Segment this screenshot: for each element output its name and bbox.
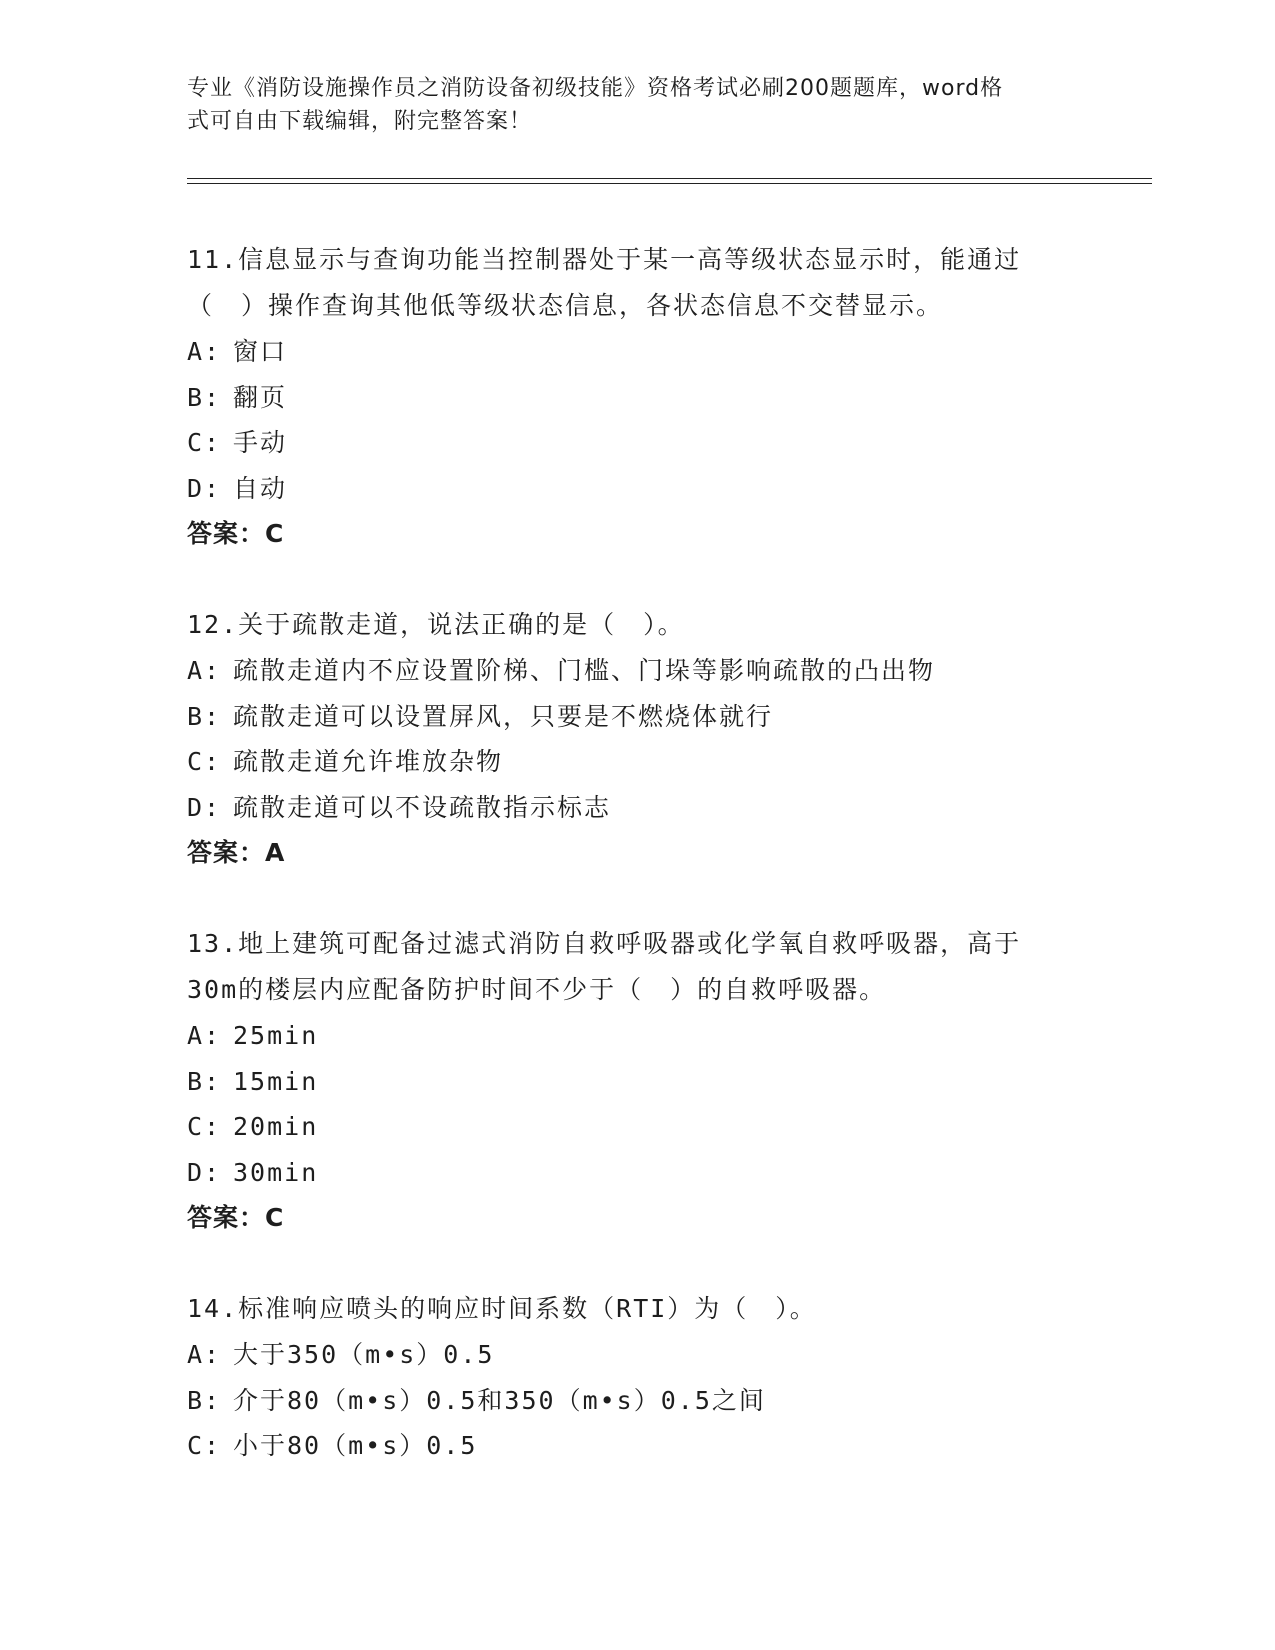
option-letter: D: <box>187 1157 222 1187</box>
option-text: 30min <box>233 1157 319 1187</box>
question-13 <box>187 921 1087 1241</box>
option-text: 20min <box>233 1112 319 1141</box>
option-text: 手动 <box>233 428 288 457</box>
header-line-2: 式可自由下载编辑，附完整答案！ <box>187 109 533 134</box>
option-letter: C: <box>187 1112 222 1141</box>
question-14 <box>187 1286 1087 1469</box>
option-b <box>187 1378 1087 1424</box>
option-text: 翻页 <box>233 382 288 412</box>
option-text: 大于350（m•s）0.5 <box>233 1340 495 1369</box>
question-stem-line-1: 13.地上建筑可配备过滤式消防自救呼吸器或化学氧自救呼吸器，高于 <box>187 929 1022 958</box>
option-letter: A: <box>187 1340 222 1369</box>
option-text: 自动 <box>233 473 288 503</box>
option-c <box>187 739 1087 785</box>
option-a <box>187 648 1087 694</box>
option-letter: A: <box>187 656 222 685</box>
question-list <box>187 237 1087 1469</box>
answer-line: 答案：C <box>187 519 285 548</box>
option-b <box>187 375 1087 421</box>
option-text: 窗口 <box>233 337 288 366</box>
option-a <box>187 329 1087 375</box>
question-spacer <box>187 1241 1087 1286</box>
header-line-1: 专业《消防设施操作员之消防设备初级技能》资格考试必刷200题题库，word格 <box>187 76 1004 101</box>
question-stem-line-2: 30m的楼层内应配备防护时间不少于（ ）的自救呼吸器。 <box>187 975 887 1004</box>
question-11 <box>187 237 1087 557</box>
option-c <box>187 420 1087 466</box>
option-d <box>187 785 1087 831</box>
option-letter: D: <box>187 792 222 822</box>
option-c <box>187 1423 1087 1469</box>
option-text: 疏散走道内不应设置阶梯、门槛、门垛等影响疏散的凸出物 <box>233 656 936 685</box>
option-a <box>187 1013 1087 1059</box>
option-text: 25min <box>233 1021 319 1050</box>
option-letter: A: <box>187 337 222 366</box>
header-divider-top <box>187 178 1152 179</box>
option-letter: B: <box>187 1066 222 1096</box>
option-text: 疏散走道可以设置屏风，只要是不燃烧体就行 <box>233 701 774 731</box>
question-stem-line-1: 12.关于疏散走道，说法正确的是（ ）。 <box>187 610 685 639</box>
option-letter: C: <box>187 747 222 776</box>
option-d <box>187 466 1087 512</box>
option-d <box>187 1150 1087 1196</box>
option-letter: B: <box>187 1385 222 1415</box>
option-text: 介于80（m•s）0.5和350（m•s）0.5之间 <box>233 1385 766 1415</box>
option-letter: A: <box>187 1021 222 1050</box>
question-stem-line-2: （ ）操作查询其他低等级状态信息，各状态信息不交替显示。 <box>187 291 944 320</box>
document-header <box>187 72 1067 138</box>
answer-line: 答案：C <box>187 1203 285 1232</box>
question-spacer <box>187 876 1087 921</box>
option-text: 15min <box>233 1066 319 1096</box>
question-12 <box>187 602 1087 876</box>
option-text: 疏散走道可以不设疏散指示标志 <box>233 792 612 822</box>
option-b <box>187 694 1087 740</box>
option-letter: B: <box>187 701 222 731</box>
question-stem-line-1: 11.信息显示与查询功能当控制器处于某一高等级状态显示时，能通过 <box>187 245 1022 274</box>
question-spacer <box>187 557 1087 602</box>
option-text: 小于80（m•s）0.5 <box>233 1431 478 1460</box>
option-letter: C: <box>187 428 222 457</box>
option-letter: B: <box>187 382 222 412</box>
option-text: 疏散走道允许堆放杂物 <box>233 747 504 776</box>
header-divider-bottom <box>187 183 1152 184</box>
option-letter: C: <box>187 1431 222 1460</box>
option-letter: D: <box>187 473 222 503</box>
answer-line: 答案：A <box>187 838 286 867</box>
question-stem-line-1: 14.标准响应喷头的响应时间系数（RTI）为（ ）。 <box>187 1294 817 1323</box>
option-c <box>187 1104 1087 1150</box>
option-a <box>187 1332 1087 1378</box>
option-b <box>187 1059 1087 1105</box>
